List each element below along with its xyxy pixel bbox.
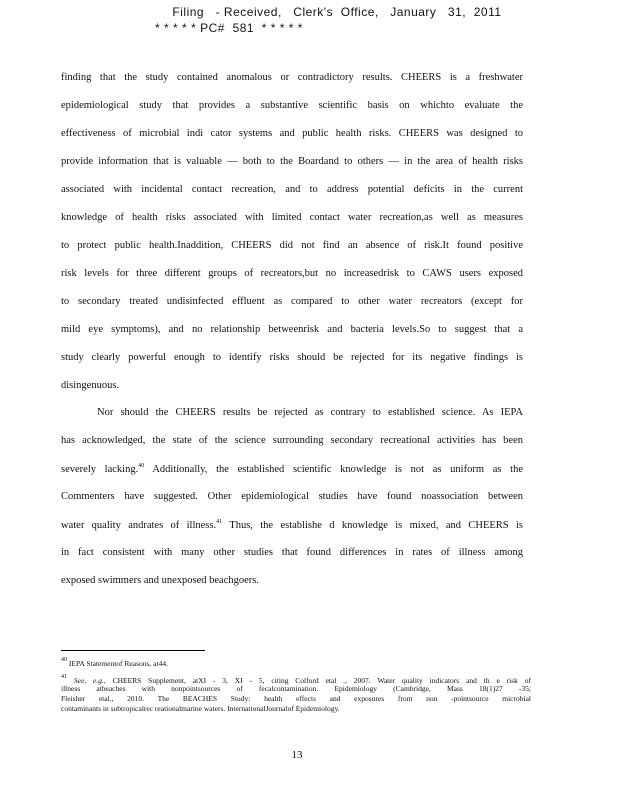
body-line: has acknowledged, the state of the science surrounding secondary recreational activities has been: [61, 435, 523, 446]
body-segment: water quality andrates of illness.: [61, 520, 217, 531]
footnote-number: 40: [61, 657, 67, 663]
body-line: Commenters have suggested. Other epidemiological studies have found noassociation between: [61, 491, 523, 502]
body-line: Nor should the CHEERS results be rejected as contrary to established science. As IEPA: [97, 407, 523, 418]
body-line: [61, 519, 523, 531]
filing-header: Filing - Received, Clerk's Office, January 31, 2011: [172, 5, 502, 19]
pc-number-header: * * * * * PC# 581 * * * * *: [155, 21, 303, 35]
body-segment: Additionally, the established scientific knowledge is not as uniform as the: [152, 464, 523, 475]
footnote-text: CHEERS Supplement, atXI - 3, XI - 5, citing Colford etal ., 2007. Water quality indicators and th e risk of: [112, 676, 531, 685]
footnote-number: 41: [61, 674, 67, 680]
body-line: finding that the study contained anomalous or contradictory results. CHEERS is a freshwater: [61, 72, 523, 83]
footnote-40: [61, 657, 531, 668]
body-line: to protect public health.Inaddition, CHEERS did not find an absence of risk.It found positive: [61, 240, 523, 251]
body-line: to secondary treated undisinfected effluent as compared to other water recreators (except for: [61, 296, 523, 307]
body-segment: severely lacking.: [61, 464, 139, 475]
footnote-divider: [61, 650, 205, 651]
body-line: disingenuous.: [61, 380, 120, 391]
footnote-41-line: Fleisher etal., 2010. The BEACHES Study: health effects and exposures from non -pointsource microbial: [61, 694, 531, 703]
body-segment: Thus, the establishe d knowledge is mixed, and CHEERS is: [229, 520, 523, 531]
body-line: effectiveness of microbial indi cator systems and public health risks. CHEERS was designed to: [61, 128, 523, 139]
body-line: epidemiological study that provides a substantive scientific basis on whichto evaluate the: [61, 100, 523, 111]
page-number: 13: [291, 749, 303, 761]
footnote-text: IEPA Statementof Reasons, at44.: [68, 659, 168, 668]
footnote-ref-40: 40: [138, 463, 145, 469]
body-line: study clearly powerful enough to identify risks should be rejected for its negative findings is: [61, 352, 523, 363]
body-line: knowledge of health risks associated with limited contact water recreation,as well as measures: [61, 212, 523, 223]
body-line: [61, 463, 523, 475]
body-line: exposed swimmers and unexposed beachgoers.: [61, 575, 259, 586]
body-line: mild eye symptoms), and no relationship betweenrisk and bacteria levels.So to suggest that a: [61, 324, 523, 335]
footnote-ref-41: 41: [216, 519, 223, 525]
body-line: associated with incidental contact recreation, and to address potential deficits in the current: [61, 184, 523, 195]
body-line: in fact consistent with many other studies that found differences in rates of illness among: [61, 547, 523, 558]
footnote-signal: See, e.g.,: [73, 676, 106, 685]
body-line: risk levels for three different groups of recreators,but no increasedrisk to CAWS users exposed: [61, 268, 523, 279]
footnote-41-line: contaminants in subtropicalrec reationalmarine waters. InternationalJournalof Epidemiology.: [61, 704, 340, 713]
footnote-41-line: illness atbeaches with nonpointsources of fecalcontamination. Epidemiology (Cambridge, Mass 18(1)27 -35;: [61, 684, 531, 693]
body-line: provide information that is valuable — both to the Boardand to others — in the area of health risks: [61, 156, 523, 167]
